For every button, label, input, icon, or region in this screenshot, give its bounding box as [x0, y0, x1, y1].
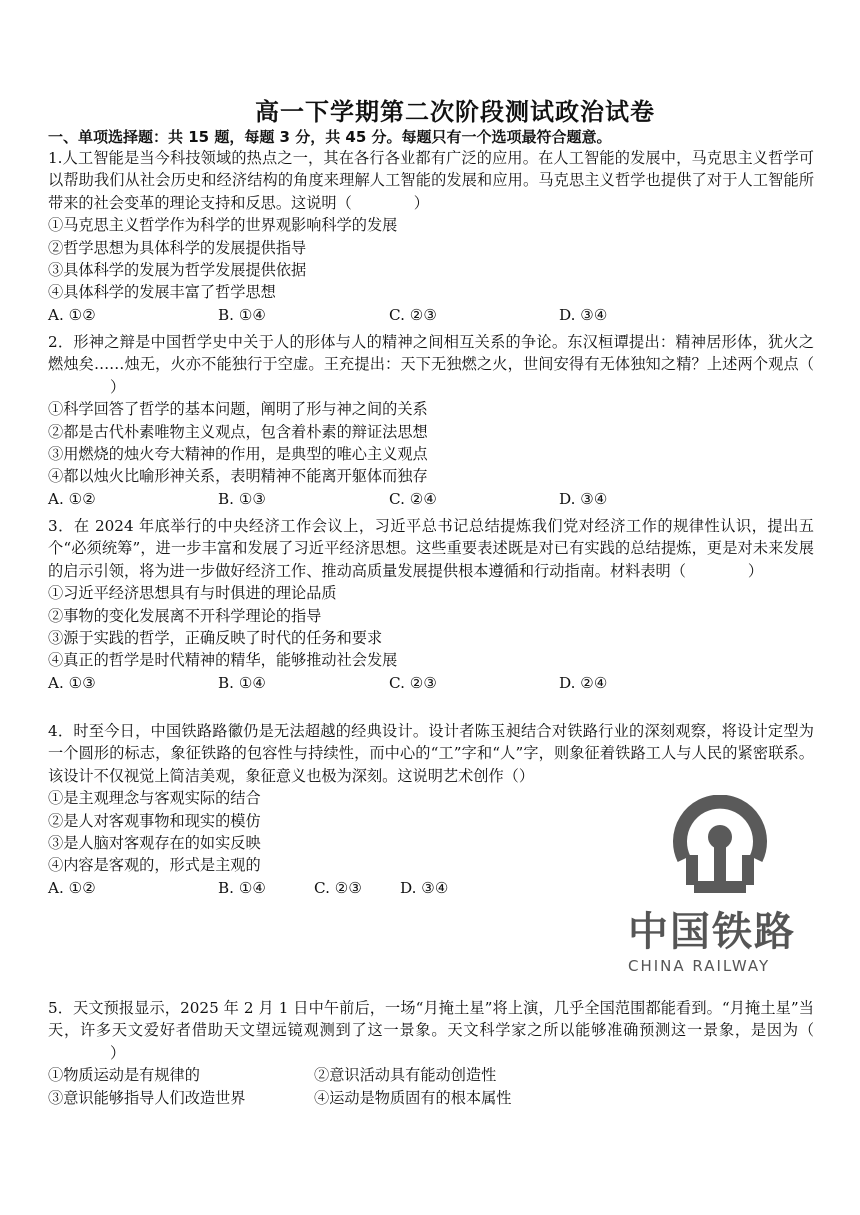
- option: ①马克思主义哲学作为科学的世界观影响科学的发展: [48, 216, 398, 235]
- choice-b: B. ①④: [218, 673, 267, 692]
- option: ③源于实践的哲学，正确反映了时代的任务和要求: [48, 629, 383, 648]
- option: ①物质运动是有规律的: [48, 1066, 200, 1085]
- logo-english-text: CHINA RAILWAY: [628, 957, 771, 975]
- choice-d: D. ③④: [559, 489, 608, 508]
- question-stem: 2．形神之辩是中国哲学史中关于人的形体与人的精神之间相互关系的争论。东汉桓谭提出：精神居形体，犹火之燃烛矣……烛无，火亦不能独行于空虚。王充提出：天下无独燃之火，世间安得有无体独知之精？上述两个观点（）: [48, 333, 814, 396]
- answer-choices: [48, 672, 814, 694]
- choice-a: A. ①③: [48, 673, 96, 692]
- question-5: [48, 997, 814, 1109]
- option: ③意识能够指导人们改造世界: [48, 1088, 246, 1107]
- choice-c: C. ②③: [389, 305, 437, 324]
- option: ①习近平经济思想具有与时俱进的理论品质: [48, 584, 337, 603]
- option: ③是人脑对客观存在的如实反映: [48, 834, 261, 853]
- option: ②意识活动具有能动创造性: [314, 1066, 497, 1085]
- question-stem: 4．时至今日，中国铁路路徽仍是无法超越的经典设计。设计者陈玉昶结合对铁路行业的深刻观察，将设计定型为一个圆形的标志，象征铁路的包容性与持续性，而中心的“工”字和“人”字，则象征着铁路工人与人民的紧密联系。该设计不仅视觉上简洁美观，象征意义也极为深刻。这说明艺术创作（）: [48, 722, 814, 785]
- option: ②都是古代朴素唯物主义观点，包含着朴素的辩证法思想: [48, 422, 428, 441]
- option: ④具体科学的发展丰富了哲学思想: [48, 283, 276, 302]
- option: ④内容是客观的，形式是主观的: [48, 856, 261, 875]
- option: ④运动是物质固有的根本属性: [314, 1088, 512, 1107]
- choice-b: B. ①④: [218, 305, 267, 324]
- question-stem: 1.人工智能是当今科技领域的热点之一，其在各行各业都有广泛的应用。在人工智能的发展中，马克思主义哲学可以帮助我们从社会历史和经济结构的角度来理解人工智能的发展和应用。马克思主义哲学也提供了对于人工智能所带来的社会变革的理论支持和反思。这说明（ ）: [48, 149, 814, 212]
- option: ①是主观理念与客观实际的结合: [48, 789, 261, 808]
- option-row: [48, 1064, 814, 1086]
- page-title: 高一下学期第二次阶段测试政治试卷: [255, 98, 655, 126]
- choice-a: A. ①②: [48, 878, 96, 897]
- china-railway-logo: [628, 795, 813, 975]
- option: ②事物的变化发展离不开科学理论的指导: [48, 606, 322, 625]
- option: ④真正的哲学是时代精神的精华，能够推动社会发展: [48, 651, 398, 670]
- choice-d: D. ②④: [559, 673, 608, 692]
- choice-b: B. ①④: [218, 878, 267, 897]
- question-2: [48, 331, 814, 510]
- option: ③用燃烧的烛火夸大精神的作用，是典型的唯心主义观点: [48, 445, 428, 464]
- section-heading: 一、单项选择题：共 15 题，每题 3 分，共 45 分。每题只有一个选项最符合题意。: [48, 128, 612, 146]
- answer-choices: [48, 488, 814, 510]
- choice-c: C. ②③: [389, 673, 437, 692]
- question-stem: 5．天文预报显示，2025 年 2 月 1 日中午前后，一场“月掩土星”将上演，几乎全国范围都能看到。“月掩土星”当天，许多天文爱好者借助天文望远镜观测到了这一景象。天文科学家之所以能够准确预测这一景象，是因为（）: [48, 999, 814, 1062]
- choice-a: A. ①②: [48, 489, 96, 508]
- choice-c: C. ②③: [314, 878, 362, 897]
- option: ④都以烛火比喻形神关系，表明精神不能离开躯体而独存: [48, 467, 428, 486]
- option: ②哲学思想为具体科学的发展提供指导: [48, 238, 307, 257]
- question-1: [48, 147, 814, 326]
- option-row: [48, 1087, 814, 1109]
- choice-a: A. ①②: [48, 305, 96, 324]
- choice-d: D. ③④: [559, 305, 608, 324]
- railway-emblem-icon: [664, 795, 776, 905]
- question-stem: 3．在 2024 年底举行的中央经济工作会议上，习近平总书记总结提炼我们党对经济工作的规律性认识，提出五个“必须统筹”，进一步丰富和发展了习近平经济思想。这些重要表述既是对已有实践的总结提炼，更是对未来发展的启示引领，将为进一步做好经济工作、推动高质量发展提供根本遵循和行动指南。材料表明（ ）: [48, 517, 814, 580]
- choice-b: B. ①③: [218, 489, 267, 508]
- logo-chinese-text: 中国铁路: [628, 909, 796, 955]
- question-3: [48, 515, 814, 694]
- choice-d: D. ③④: [400, 878, 449, 897]
- option: ③具体科学的发展为哲学发展提供依据: [48, 261, 307, 280]
- option: ①科学回答了哲学的基本问题，阐明了形与神之间的关系: [48, 400, 428, 419]
- option: ②是人对客观事物和现实的模仿: [48, 811, 261, 830]
- choice-c: C. ②④: [389, 489, 437, 508]
- answer-choices: [48, 304, 814, 326]
